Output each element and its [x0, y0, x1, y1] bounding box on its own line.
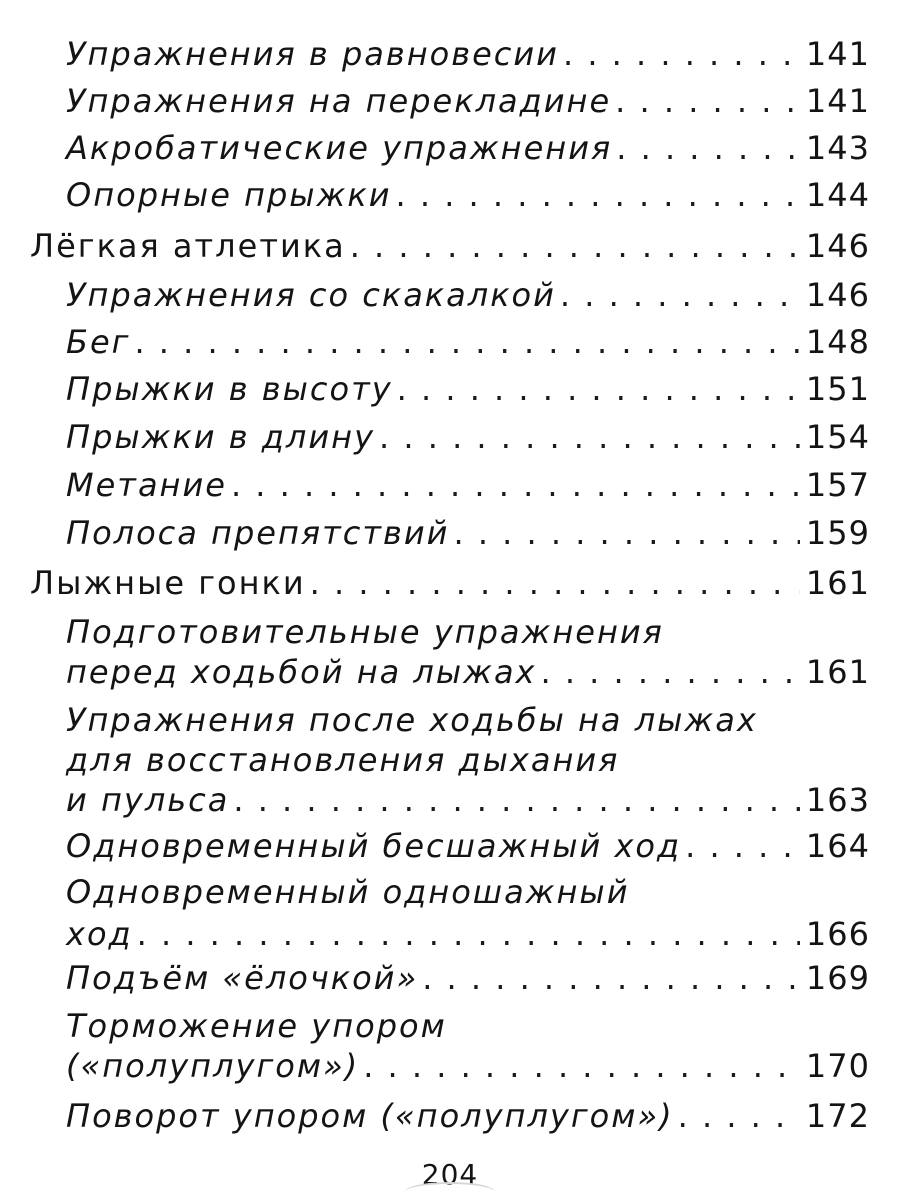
toc-entry-page: 164 — [805, 827, 870, 865]
dot-leader — [350, 226, 800, 266]
toc-entry[interactable] — [66, 275, 870, 315]
toc-entry-title-line: Торможение упором — [66, 1007, 447, 1045]
dot-leader — [678, 1096, 800, 1136]
toc-entry[interactable] — [66, 652, 870, 692]
dot-leader — [396, 175, 800, 215]
toc-entry-page: 141 — [805, 82, 870, 120]
toc-entry[interactable] — [66, 369, 870, 409]
toc-entry-page: 159 — [805, 514, 870, 552]
toc-entry-page: 143 — [805, 129, 870, 167]
dot-leader — [453, 513, 799, 553]
dot-leader — [685, 826, 800, 866]
toc-entry[interactable] — [66, 465, 870, 505]
toc-entry[interactable] — [66, 34, 870, 74]
toc-entry-title: Поворот упором («полуплугом») — [66, 1097, 674, 1135]
dot-leader — [134, 322, 799, 362]
toc-entry-page: 163 — [805, 781, 870, 819]
dot-leader — [363, 1046, 800, 1086]
toc-section-page: 146 — [805, 227, 870, 265]
toc-entry-page: 172 — [805, 1097, 870, 1135]
toc-entry[interactable] — [66, 1046, 870, 1086]
toc-section-skiing[interactable] — [30, 563, 870, 603]
toc-entry-page: 157 — [805, 466, 870, 504]
dot-leader — [560, 275, 800, 315]
toc-entry[interactable] — [66, 914, 870, 954]
page-number: 204 — [421, 1158, 479, 1191]
toc-entry[interactable] — [66, 1096, 870, 1136]
toc-entry-title-line: для восстановления дыхания — [66, 741, 620, 779]
dot-leader — [397, 369, 800, 409]
toc-entry[interactable] — [66, 81, 870, 121]
toc-entry-title: Прыжки в длину — [66, 418, 376, 456]
toc-entry[interactable] — [66, 513, 870, 553]
toc-entry-page: 144 — [805, 176, 870, 214]
toc-entry-title: Акробатические упражнения — [66, 129, 613, 167]
toc-entry-page: 154 — [805, 418, 870, 456]
dot-leader — [137, 914, 800, 954]
toc-section-page: 161 — [805, 564, 870, 602]
toc-entry-title: Прыжки в высоту — [66, 370, 393, 408]
dot-leader — [233, 780, 800, 820]
toc-entry-title-line: Одновременный одношажный — [66, 873, 630, 911]
dot-leader — [540, 652, 799, 692]
toc-entry[interactable] — [66, 322, 870, 362]
toc-entry[interactable] — [66, 417, 870, 457]
toc-entry-title-line: перед ходьбой на лыжах — [66, 653, 537, 691]
dot-leader — [563, 34, 800, 74]
toc-section-title: Лыжные гонки — [30, 564, 306, 602]
dot-leader — [231, 465, 800, 505]
toc-entry-title: Упражнения в равновесии — [66, 35, 559, 73]
toc-entry-title-line: Упражнения после ходьбы на лыжах — [66, 701, 758, 739]
toc-entry[interactable] — [66, 780, 870, 820]
toc-section-athletics[interactable] — [30, 226, 870, 266]
toc-entry-title: Метание — [66, 466, 227, 504]
toc-entry-title: Упражнения на перекладине — [66, 82, 612, 120]
toc-entry[interactable] — [66, 128, 870, 168]
toc-entry-page: 161 — [805, 653, 870, 691]
toc-entry-page: 151 — [805, 370, 870, 408]
toc-entry[interactable] — [66, 175, 870, 215]
toc-entry-title-line: Подготовительные упражнения — [66, 613, 664, 651]
toc-entry-title: Упражнения со скакалкой — [66, 276, 556, 314]
toc-entry-page: 169 — [805, 959, 870, 997]
toc-entry[interactable] — [66, 958, 870, 998]
toc-entry-page: 166 — [805, 915, 870, 953]
toc-entry[interactable] — [66, 826, 870, 866]
toc-entry-title: Подъём «ёлочкой» — [66, 959, 419, 997]
toc-entry-title: Полоса препятствий — [66, 514, 450, 552]
page-number-ornament — [405, 1182, 495, 1202]
dot-leader — [310, 563, 800, 603]
dot-leader — [616, 128, 800, 168]
dot-leader — [615, 81, 800, 121]
toc-entry-title: Опорные прыжки — [66, 176, 392, 214]
toc-entry-title-line: ход — [66, 915, 133, 953]
toc-entry-page: 148 — [805, 323, 870, 361]
dot-leader — [422, 958, 800, 998]
toc-section-title: Лёгкая атлетика — [30, 227, 346, 265]
dot-leader — [379, 417, 800, 457]
toc-entry-title-line: («полуплугом») — [66, 1047, 360, 1085]
toc-entry-page: 170 — [805, 1047, 870, 1085]
toc-entry-page: 146 — [805, 276, 870, 314]
toc-entry-page: 141 — [805, 35, 870, 73]
toc-entry-title-line: и пульса — [66, 781, 230, 819]
toc-entry-title: Бег — [66, 323, 131, 361]
toc-entry-title: Одновременный бесшажный ход — [66, 827, 682, 865]
